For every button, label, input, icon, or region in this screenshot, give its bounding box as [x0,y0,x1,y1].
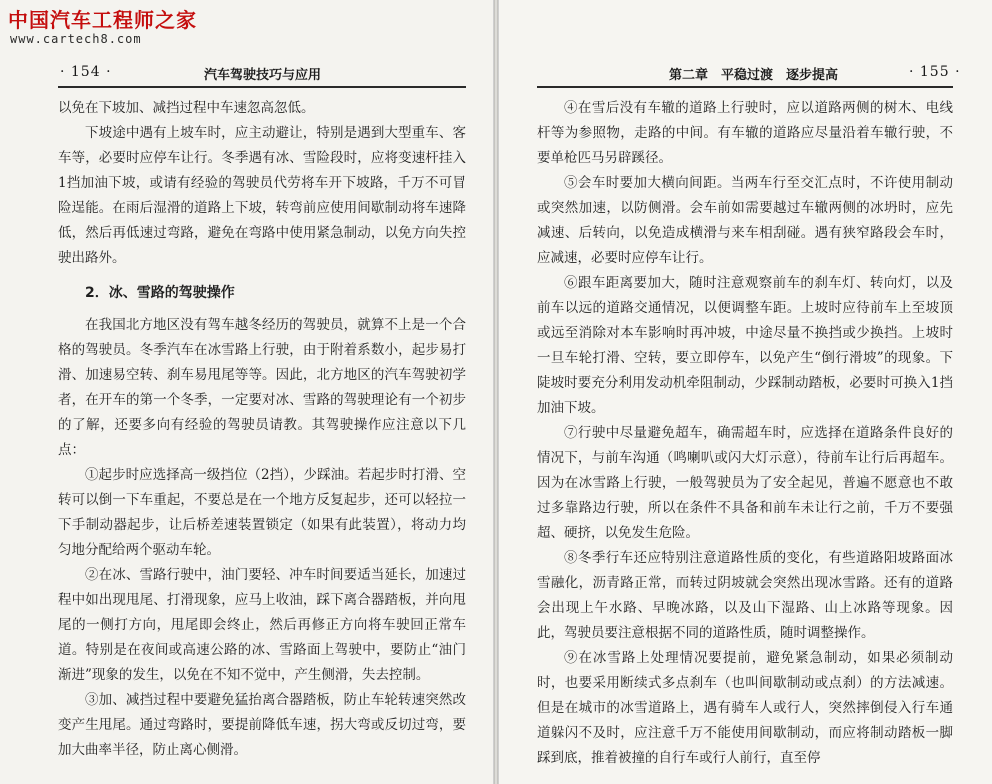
paragraph: 以免在下坡加、减挡过程中车速忽高忽低。 [58,100,315,116]
right-body-text [537,96,953,771]
section-heading: 2．冰、雪路的驾驶操作 [85,285,235,301]
watermark-title: 中国汽车工程师之家 [8,8,197,32]
watermark-url: www.cartech8.com [10,32,142,46]
paragraph: ⑨在冰雪路上处理情况要提前，避免紧急制动，如果必须制动时，也要采用断续式多点刹车（也叫间歇制动或点刹）的方法减速。但是在城市的冰雪道路上，遇有骑车人或行人，突然摔倒侵入行车通道躲闪不及时，应注意千万不能使用间歇制动，而应将制动踏板一脚踩到底，推着被撞的自行车或行人前行，直至停 [537,650,953,766]
page-number-right: · 155 · [909,64,961,80]
left-page [0,0,494,784]
site-watermark [8,4,198,50]
paragraph: ①起步时应选择高一级挡位（2挡），少踩油。若起步时打滑、空转可以倒一下车重起，不要总是在一个地方反复起步，还可以轻拉一下手制动器起步，让后桥差速装置锁定（如果有此装置），将动力均匀地分配给两个驱动车轮。 [58,467,466,558]
paragraph: ⑥跟车距离要加大，随时注意观察前车的刹车灯、转向灯，以及前车以远的道路交通情况，以便调整车距。上坡时应待前车上至坡顶或远至消除对本车影响时再冲坡，中途尽量不换挡或少换挡。上坡时一旦车轮打滑、空转，要立即停车，以免产生“倒行滑坡”的现象。下陡坡时要充分利用发动机牵阻制动，少踩制动踏板，必要时可换入1挡加油下坡。 [537,275,953,416]
paragraph: ⑦行驶中尽量避免超车，确需超车时，应选择在道路条件良好的情况下，与前车沟通（鸣喇叭或闪大灯示意），待前车让行后再超车。因为在冰雪路上行驶，一般驾驶员为了安全起见，普遍不愿意也不敢过多靠路边行驶，所以在条件不具备和前车未让行之前，千万不要强超、硬挤，以免发生危险。 [537,425,953,541]
page-number-left: · 154 · [60,64,112,80]
paragraph: 在我国北方地区没有驾车越冬经历的驾驶员，就算不上是一个合格的驾驶员。冬季汽车在冰雪路上行驶，由于附着系数小，起步易打滑、加速易空转、刹车易甩尾等等。因此，北方地区的汽车驾驶初学者，在开车的第一个冬季，一定要对冰、雪路的驾驶理论有一个初步的了解，还要多向有经验的驾驶员请教。其驾驶操作应注意以下几点： [58,317,466,458]
paragraph: ②在冰、雪路行驶中，油门要轻、冲车时间要适当延长，加速过程中如出现甩尾、打滑现象，应马上收油，踩下离合器踏板，并向甩尾的一侧打方向，甩尾即会终止，然后再修正方向将车驶回正常车道。特别是在夜间或高速公路的冰、雪路面上驾驶中，要防止“油门渐进”现象的发生，以免在不知不觉中，产生侧滑，失去控制。 [58,567,466,683]
paragraph: ⑤会车时要加大横向间距。当两车行至交汇点时，不许使用制动或突然加速，以防侧滑。会车前如需要越过车辙两侧的冰坍时，应先减速、后转向，以免造成横滑与来车相刮碰。遇有狭窄路段会车时，应减速，必要时应停车让行。 [537,175,953,266]
left-body-text [58,96,466,763]
paragraph: ④在雪后没有车辙的道路上行驶时，应以道路两侧的树木、电线杆等为参照物，走路的中间。有车辙的道路应尽量沿着车辙行驶，不要单枪匹马另辟蹊径。 [537,100,953,166]
running-title-right: 第二章 平稳过渡 逐步提高 [669,68,839,83]
header-rule-right [537,86,953,88]
header-rule-left [58,86,466,88]
paragraph: ⑧冬季行车还应特别注意道路性质的变化，有些道路阳坡路面冰雪融化，沥青路正常，而转过阴坡就会突然出现冰雪路。还有的道路会出现上午水路、早晚冰路，以及山下湿路、山上冰路等现象。因此，驾驶员要注意根据不同的道路性质，随时调整操作。 [537,550,953,641]
paragraph: ③加、减挡过程中要避免猛抬离合器踏板，防止车轮转速突然改变产生甩尾。通过弯路时，要提前降低车速，拐大弯或反切过弯，要加大曲率半径，防止离心侧滑。 [58,692,466,758]
paragraph: 下坡途中遇有上坡车时，应主动避让，特别是遇到大型重车、客车等，必要时应停车让行。冬季遇有冰、雪险段时，应将变速杆挂入1挡加油下坡，或请有经验的驾驶员代劳将车开下坡路，千万不可冒险逞能。在雨后湿滑的道路上下坡，转弯前应使用间歇制动将车速降低，然后再低速过弯路，避免在弯路中使用紧急制动，以免方向失控驶出路外。 [58,125,466,266]
running-title-left: 汽车驾驶技巧与应用 [204,68,322,83]
right-page [498,0,992,784]
